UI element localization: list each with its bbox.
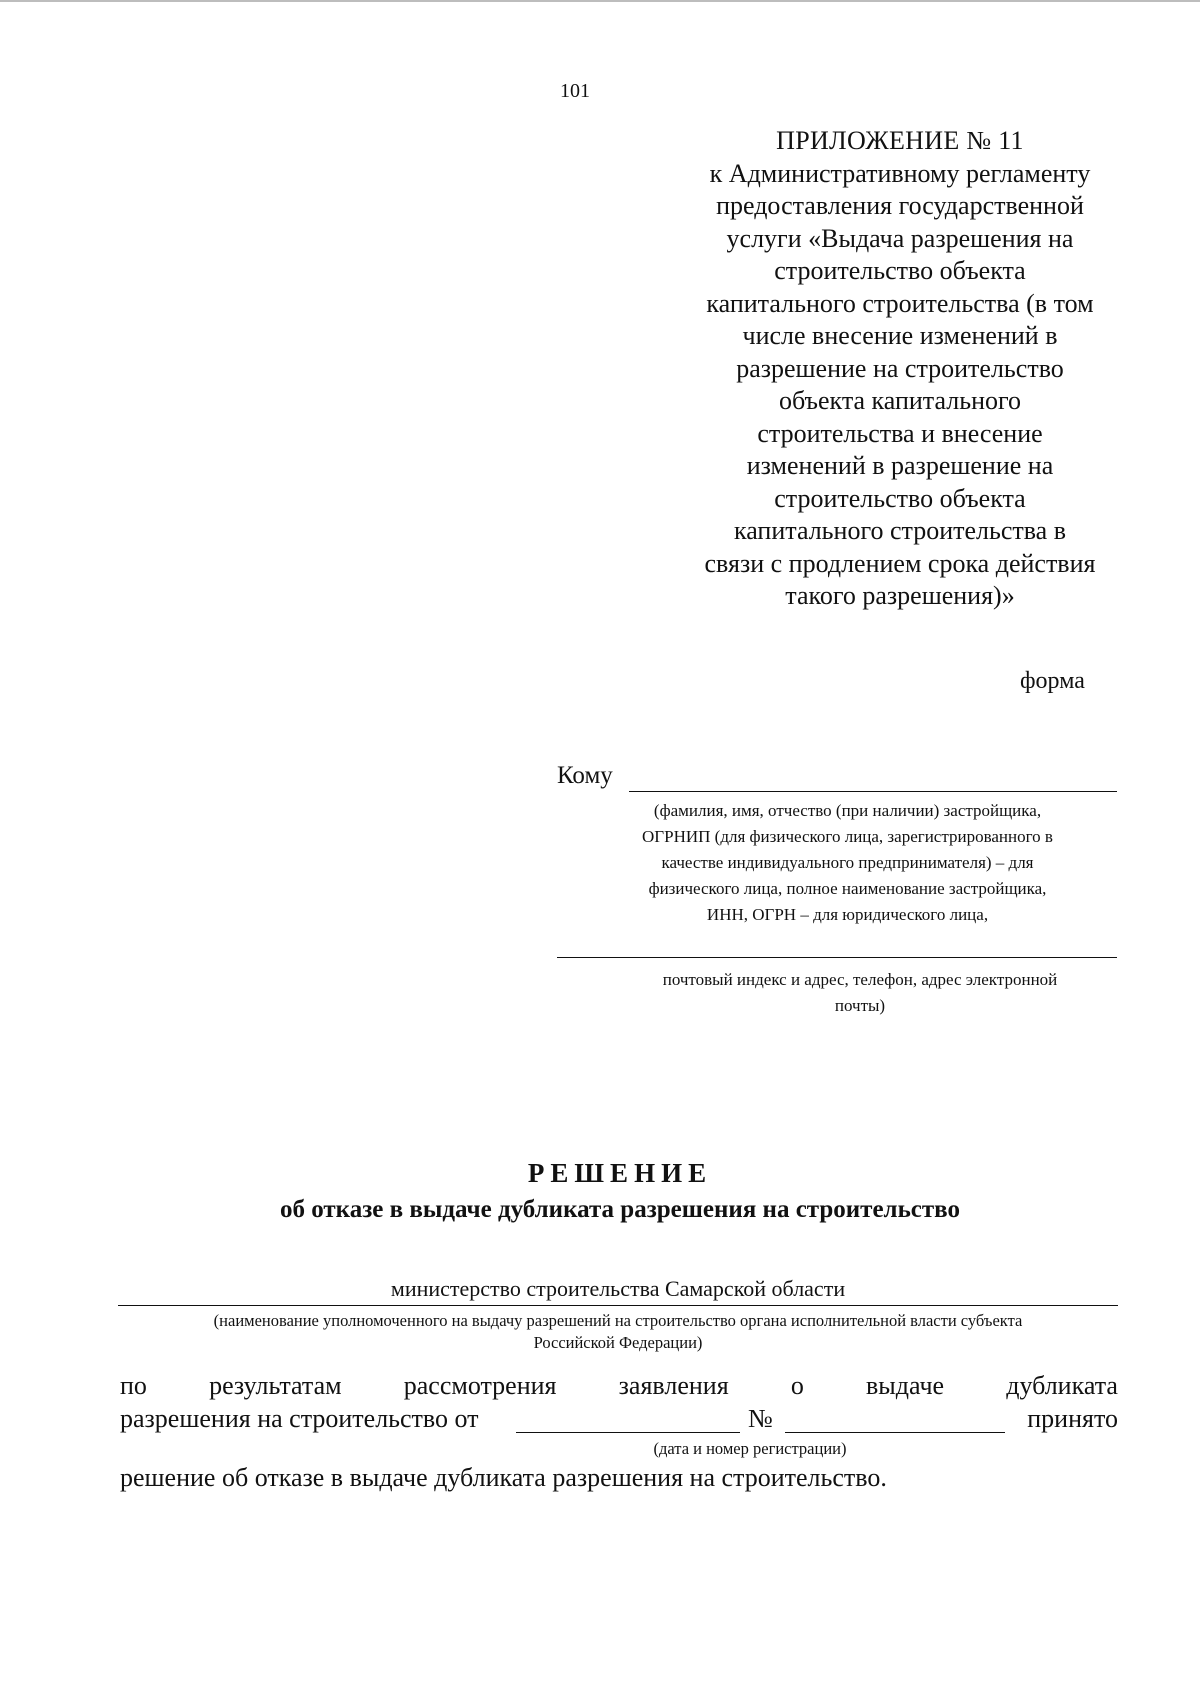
authority-caption: [118, 1310, 1118, 1354]
address-caption-line: почтовый индекс и адрес, телефон, адрес электронной: [662, 970, 1058, 989]
paragraph-word: по: [120, 1371, 147, 1400]
recipient-caption: [590, 798, 1105, 928]
decision-subtitle: об отказе в выдаче дубликата разрешения на строительство: [279, 1196, 961, 1223]
appendix-block: [680, 125, 1120, 613]
appendix-line: предоставления государственной: [716, 191, 1084, 220]
appendix-line: к Административному регламенту: [709, 158, 1091, 188]
appendix-line: связи с продлением срока действия: [704, 548, 1096, 578]
paragraph-line-2: [120, 1404, 1118, 1438]
appendix-line: строительства и внесение: [757, 418, 1043, 448]
appendix-line: капитального строительства (в том: [706, 288, 1094, 318]
address-caption: [620, 967, 1100, 1019]
appendix-line: строительство объекта: [774, 483, 1026, 513]
recipient-label: Кому: [557, 762, 613, 789]
paragraph-word: выдаче: [865, 1371, 945, 1400]
appendix-line: услуги «Выдача разрешения на: [726, 223, 1074, 253]
page-number: 101: [560, 80, 590, 102]
recipient-caption-line: (фамилия, имя, отчество (при наличии) застройщика,: [653, 801, 1042, 820]
authority-caption-line: (наименование уполномоченного на выдачу разрешений на строительство органа исполнительной власти субъекта: [213, 1311, 1023, 1330]
appendix-line: числе внесение изменений в: [742, 321, 1058, 350]
paragraph-word: заявления: [618, 1371, 729, 1400]
recipient-caption-line: ОГРНИП (для физического лица, зарегистрированного в: [642, 827, 1053, 846]
appendix-line: изменений в разрешение на: [746, 451, 1054, 480]
address-caption-line: почты): [834, 996, 886, 1015]
appendix-line: разрешение на строительство: [736, 353, 1064, 383]
appendix-line: строительство объекта: [774, 256, 1026, 285]
recipient-caption-line: физического лица, полное наименование застройщика,: [648, 879, 1047, 898]
paragraph-word: рассмотрения: [403, 1371, 557, 1400]
recipient-blank-line: [629, 791, 1117, 792]
form-label: форма: [1020, 668, 1085, 694]
paragraph-word: о: [790, 1371, 804, 1400]
registration-caption: (дата и номер регистрации): [653, 1439, 847, 1458]
authority-caption-line: Российской Федерации): [533, 1333, 703, 1352]
authority-name: министерство строительства Самарской области: [390, 1276, 846, 1301]
paragraph-line-2-start: разрешения на строительство от: [120, 1404, 479, 1433]
paragraph-line-3: решение об отказе в выдаче дубликата разрешения на строительство.: [120, 1463, 887, 1492]
recipient-row: [557, 762, 1117, 796]
recipient-caption-line: качестве индивидуального предпринимателя) – для: [661, 853, 1034, 872]
number-blank-line: [785, 1432, 1005, 1433]
number-sign: №: [748, 1404, 773, 1433]
paragraph-word: результатам: [209, 1371, 342, 1400]
appendix-line: капитального строительства в: [734, 516, 1066, 545]
authority-underline: [118, 1305, 1118, 1306]
paragraph-line-2-end: принято: [1027, 1404, 1118, 1433]
paragraph-line-1: [120, 1371, 1118, 1401]
date-blank-line: [516, 1432, 740, 1433]
paragraph-word: дубликата: [1006, 1371, 1118, 1400]
recipient-caption-line: ИНН, ОГРН – для юридического лица,: [706, 905, 989, 924]
appendix-line: объекта капитального: [778, 386, 1022, 415]
decision-title: РЕШЕНИЕ: [527, 1158, 713, 1188]
page-top-edge: [0, 0, 1200, 2]
appendix-line: такого разрешения)»: [785, 581, 1015, 610]
address-blank-line: [557, 957, 1117, 958]
appendix-title: ПРИЛОЖЕНИЕ № 11: [776, 126, 1024, 155]
